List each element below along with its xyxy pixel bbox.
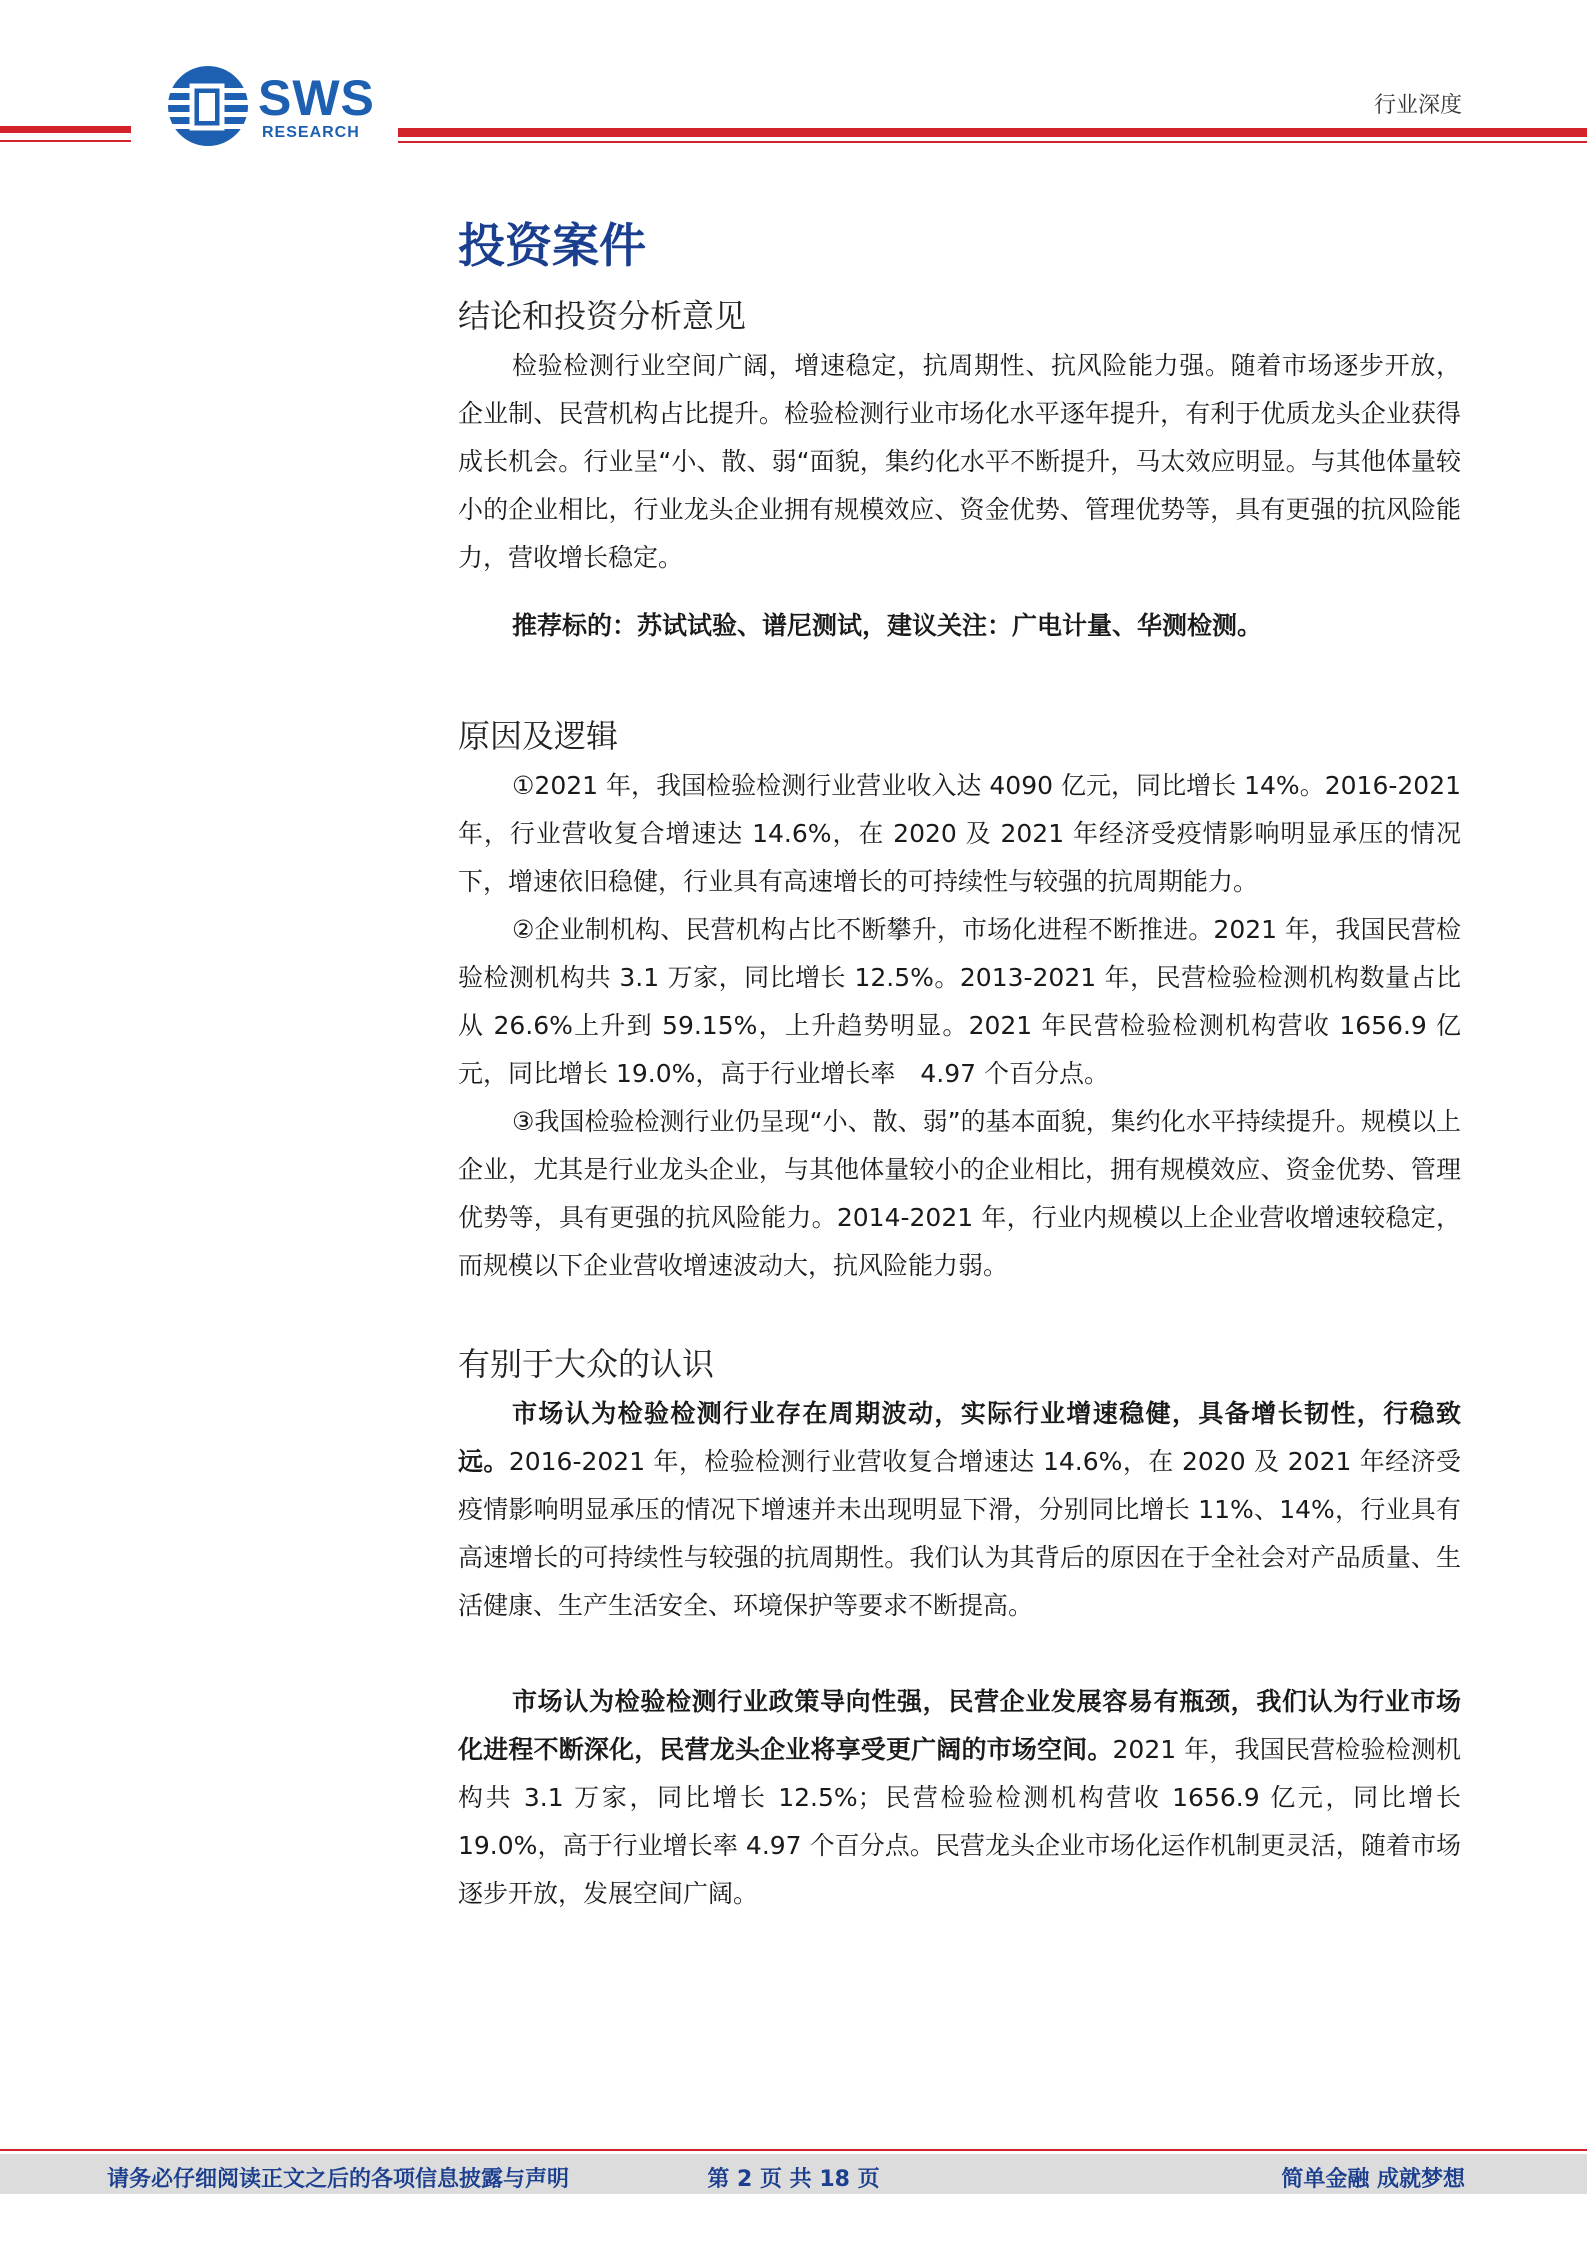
section-title-reasons: 原因及逻辑 [458, 717, 619, 755]
paragraph-reason-1: ①2021 年，我国检验检测行业营业收入达 4090 亿元，同比增长 14%。2016-2021 年，行业营收复合增速达 14.6%，在 2020 及 2021 年经济受疫情影响明显承压的情况下，增速依旧稳健，行业具有高速增长的可持续性与较强的抗周期能力。 [458, 771, 1461, 896]
paragraph-view-2 [458, 1678, 1461, 1918]
logo-text: SWS [258, 70, 375, 126]
paragraph-reason-3: ③我国检验检测行业仍呈现“小、散、弱”的基本面貌，集约化水平持续提升。规模以上企业，尤其是行业龙头企业，与其他体量较小的企业相比，拥有规模效应、资金优势、管理优势等，具有更强的抗风险能力。2014-2021 年，行业内规模以上企业营收增速较稳定，而规模以下企业营收增速波动大，抗风险能力弱。 [458, 1107, 1461, 1280]
main-content [458, 212, 1461, 1918]
paragraph-view-1 [458, 1390, 1461, 1630]
header-report-type: 行业深度 [1373, 93, 1462, 118]
header-rule-right-thin [398, 141, 1587, 143]
paragraph-conclusion: 检验检测行业空间广阔，增速稳定，抗周期性、抗风险能力强。随着市场逐步开放，企业制、民营机构占比提升。检验检测行业市场化水平逐年提升，有利于优质龙头企业获得成长机会。行业呈“小、散、弱“面貌，集约化水平不断提升，马太效应明显。与其他体量较小的企业相比，行业龙头企业拥有规模效应、资金优势、管理优势等，具有更强的抗风险能力，营收增长稳定。 [458, 351, 1461, 572]
footer-page-number: 第 2 页 共 18 页 [707, 2167, 880, 2192]
section-title-differentiated-view: 有别于大众的认识 [458, 1345, 715, 1383]
header-rule-right [398, 128, 1587, 137]
header-rule-left [0, 126, 131, 133]
sws-logo [166, 64, 386, 154]
paragraph-reason-2: ②企业制机构、民营机构占比不断攀升，市场化进程不断推进。2021 年，我国民营检验检测机构共 3.1 万家，同比增长 12.5%。2013-2021 年，民营检验检测机构数量占比从 26.6%上升到 59.15%，上升趋势明显。2021 年民营检验检测机构营收 1656.9 亿元，同比增长 19.0%，高于行业增长率 4.97 个百分点。 [458, 915, 1461, 1088]
sws-globe-icon [166, 64, 250, 148]
view-1-lead: 市场认为检验检测行业存在周期波动，实际行业增速稳健，具备增长韧性，行稳致远。 [458, 1399, 1461, 1476]
view-2-lead: 市场认为检验检测行业政策导向性强，民营企业发展容易有瓶颈，我们认为行业市场化进程不断深化，民营龙头企业将享受更广阔的市场空间。 [458, 1687, 1461, 1764]
page-title: 投资案件 [458, 219, 646, 274]
footer-disclaimer: 请务必仔细阅读正文之后的各项信息披露与声明 [107, 2167, 570, 2192]
section-title-conclusion: 结论和投资分析意见 [458, 297, 747, 335]
footer-slogan: 简单金融 成就梦想 [1281, 2167, 1465, 2192]
header-rule-left-thin [0, 140, 131, 142]
view-1-body: 2016-2021 年，检验检测行业营收复合增速达 14.6%，在 2020 及 2021 年经济受疫情影响明显承压的情况下增速并未出现明显下滑，分别同比增长 11%、14%，行业具有高速增长的可持续性与较强的抗周期性。我们认为其背后的原因在于全社会对产品质量、生活健康、生产生活安全、环境保护等要求不断提高。 [458, 1447, 1461, 1620]
footer-rule [0, 2149, 1587, 2151]
logo-subtext: RESEARCH [262, 124, 360, 141]
paragraph-recommendation: 推荐标的：苏试试验、谱尼测试，建议关注：广电计量、华测检测。 [512, 611, 1263, 640]
view-2-body: 2021 年，我国民营检验检测机构共 3.1 万家，同比增长 12.5%；民营检验检测机构营收 1656.9 亿元，同比增长 19.0%，高于行业增长率 4.97 个百分点。民营龙头企业市场化运作机制更灵活，随着市场逐步开放，发展空间广阔。 [458, 1735, 1461, 1908]
